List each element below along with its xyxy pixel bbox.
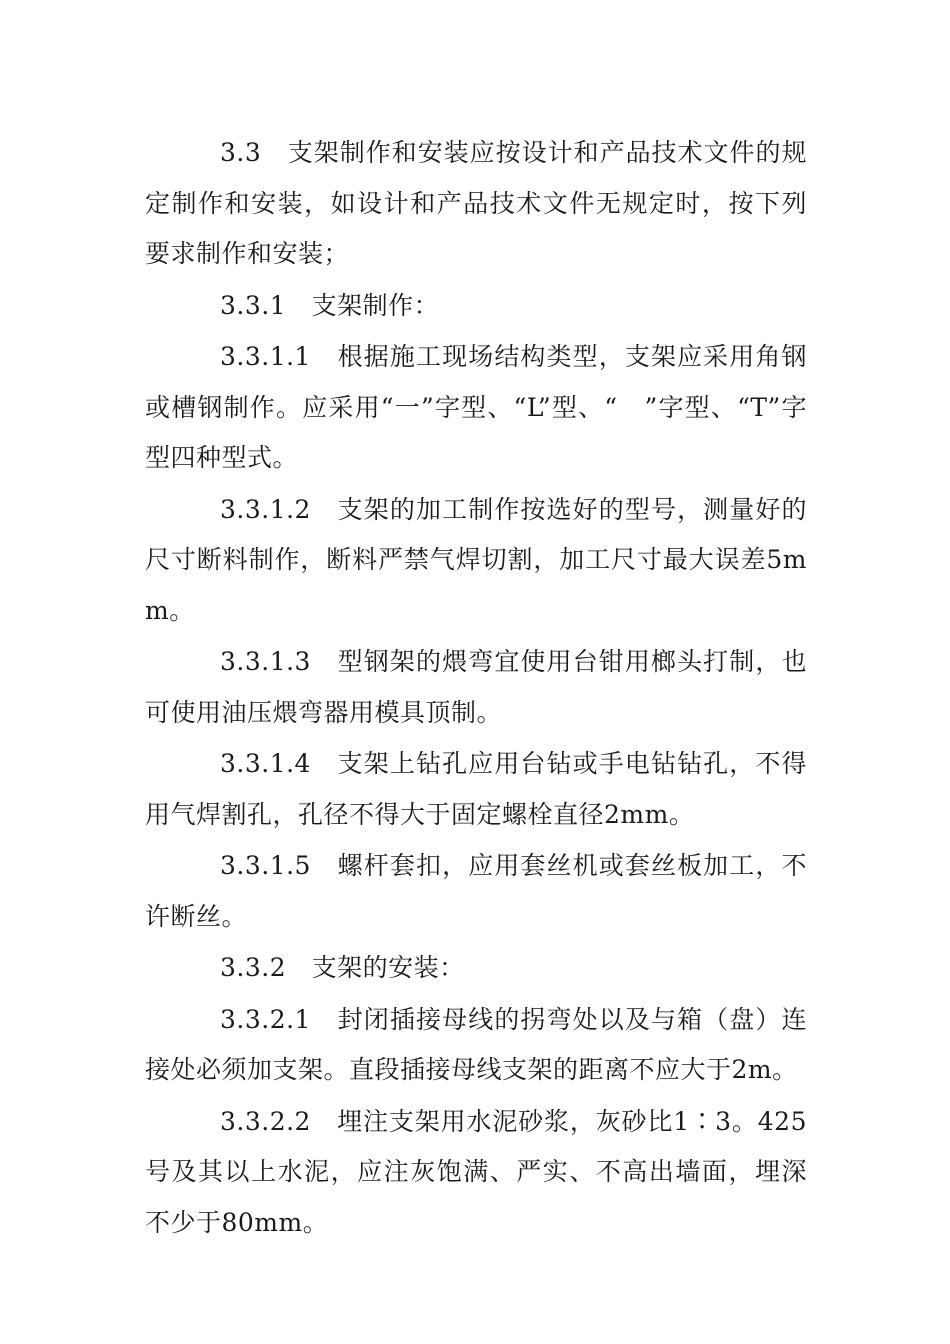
paragraph-3-3-1-4: 3.3.1.4 支架上钻孔应用台钻或手电钻钻孔，不得用气焊割孔，孔径不得大于固定螺栓直径2mm。: [145, 749, 807, 829]
paragraph-3-3-1-3: 3.3.1.3 型钢架的煨弯宜使用台钳用榔头打制，也可使用油压煨弯器用模具顶制。: [145, 647, 807, 727]
paragraph-3-3-2-1: 3.3.2.1 封闭插接母线的拐弯处以及与箱（盘）连接处必须加支架。直段插接母线支架的距离不应大于2m。: [145, 1004, 807, 1084]
paragraph-3-3: 3.3 支架制作和安装应按设计和产品技术文件的规定制作和安装，如设计和产品技术文件无规定时，按下列要求制作和安装；: [145, 138, 807, 268]
paragraph-3-3-1: 3.3.1 支架制作：: [220, 290, 440, 320]
paragraph-3-3-1-5: 3.3.1.5 螺杆套扣，应用套丝机或套丝板加工，不许断丝。: [145, 851, 807, 931]
paragraph-3-3-1-1: 3.3.1.1 根据施工现场结构类型，支架应采用角钢或槽钢制作。应采用“一”字型、“L”型、“ ”字型、“T”字型四种型式。: [145, 342, 807, 472]
paragraph-3-3-2: 3.3.2 支架的安装：: [220, 953, 465, 982]
document-body: [145, 128, 807, 1249]
paragraph-3-3-1-2: 3.3.1.2 支架的加工制作按选好的型号，测量好的尺寸断料制作，断料严禁气焊切割，加工尺寸最大误差5mm。: [145, 494, 807, 625]
paragraph-3-3-2-2: 3.3.2.2 埋注支架用水泥砂浆，灰砂比1∶3。425号及其以上水泥，应注灰饱满、严实、不高出墙面，埋深不少于80mm。: [145, 1106, 807, 1237]
